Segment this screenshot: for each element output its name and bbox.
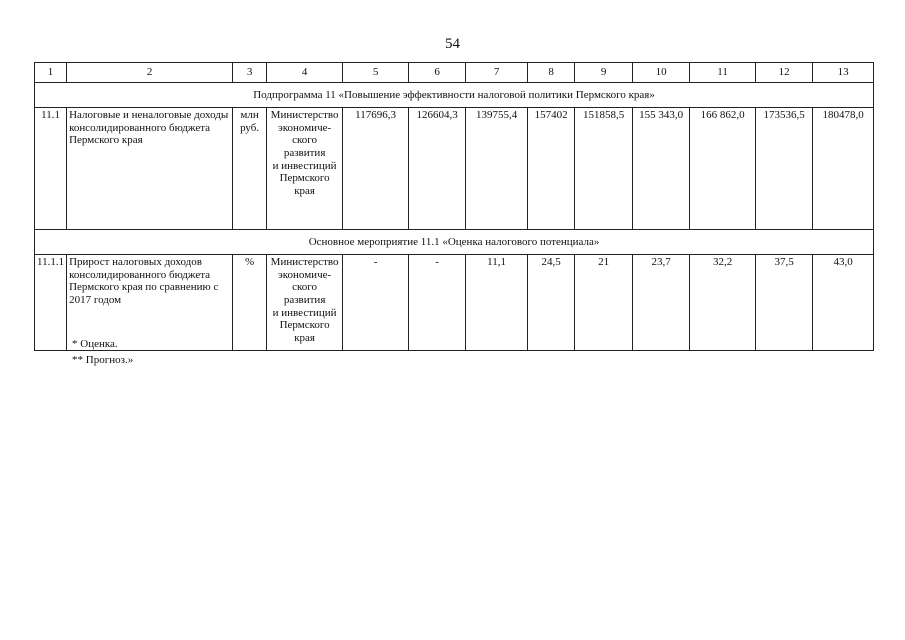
value-cell: 155 343,0: [633, 108, 690, 230]
value-cell: -: [343, 255, 409, 351]
indicator-name: Налоговые и неналоговые доходы консолидированного бюджета Пермского края: [67, 108, 233, 230]
event-title: Основное мероприятие 11.1 «Оценка налогового потенциала»: [35, 230, 874, 255]
value-cell: 11,1: [466, 255, 528, 351]
footnote-forecast: ** Прогноз.»: [72, 354, 134, 366]
row-code: 11.1: [35, 108, 67, 230]
table-row: [35, 255, 874, 351]
indicator-name: Прирост налоговых доходов консолидированного бюджета Пермского края по сравнению с 2017 годом: [67, 255, 233, 351]
page-number: 54: [445, 36, 460, 52]
column-header: 2: [67, 63, 233, 83]
footnotes: [72, 336, 133, 368]
column-header: 4: [267, 63, 343, 83]
table-header-row: [35, 63, 874, 83]
value-cell: 117696,3: [343, 108, 409, 230]
column-header: 8: [528, 63, 575, 83]
value-cell: 151858,5: [575, 108, 633, 230]
value-cell: 173536,5: [756, 108, 813, 230]
section-row: [35, 83, 874, 108]
value-cell: 24,5: [528, 255, 575, 351]
value-cell: -: [409, 255, 466, 351]
column-header: 9: [575, 63, 633, 83]
value-cell: 157402: [528, 108, 575, 230]
unit-cell: млн руб.: [233, 108, 267, 230]
subprogram-title: Подпрограмма 11 «Повышение эффективности налоговой политики Пермского края»: [35, 83, 874, 108]
column-header: 10: [633, 63, 690, 83]
value-cell: 180478,0: [813, 108, 874, 230]
value-cell: 21: [575, 255, 633, 351]
column-header: 11: [690, 63, 756, 83]
unit-cell: %: [233, 255, 267, 351]
value-cell: 126604,3: [409, 108, 466, 230]
column-header: 1: [35, 63, 67, 83]
column-header: 7: [466, 63, 528, 83]
value-cell: 23,7: [633, 255, 690, 351]
value-cell: 37,5: [756, 255, 813, 351]
table-row: [35, 108, 874, 230]
column-header: 5: [343, 63, 409, 83]
footnote-estimate: * Оценка.: [72, 338, 118, 350]
responsible-ministry: Министерство экономиче- ского развития и инвестиций Пермского края: [267, 255, 343, 351]
value-cell: 32,2: [690, 255, 756, 351]
responsible-ministry: Министерство экономиче- ского развития и инвестиций Пермского края: [267, 108, 343, 230]
column-header: 3: [233, 63, 267, 83]
row-code: 11.1.1: [35, 255, 67, 351]
value-cell: 166 862,0: [690, 108, 756, 230]
indicators-table: [34, 62, 874, 351]
section-row: [35, 230, 874, 255]
column-header: 13: [813, 63, 874, 83]
column-header: 12: [756, 63, 813, 83]
column-header: 6: [409, 63, 466, 83]
value-cell: 139755,4: [466, 108, 528, 230]
value-cell: 43,0: [813, 255, 874, 351]
